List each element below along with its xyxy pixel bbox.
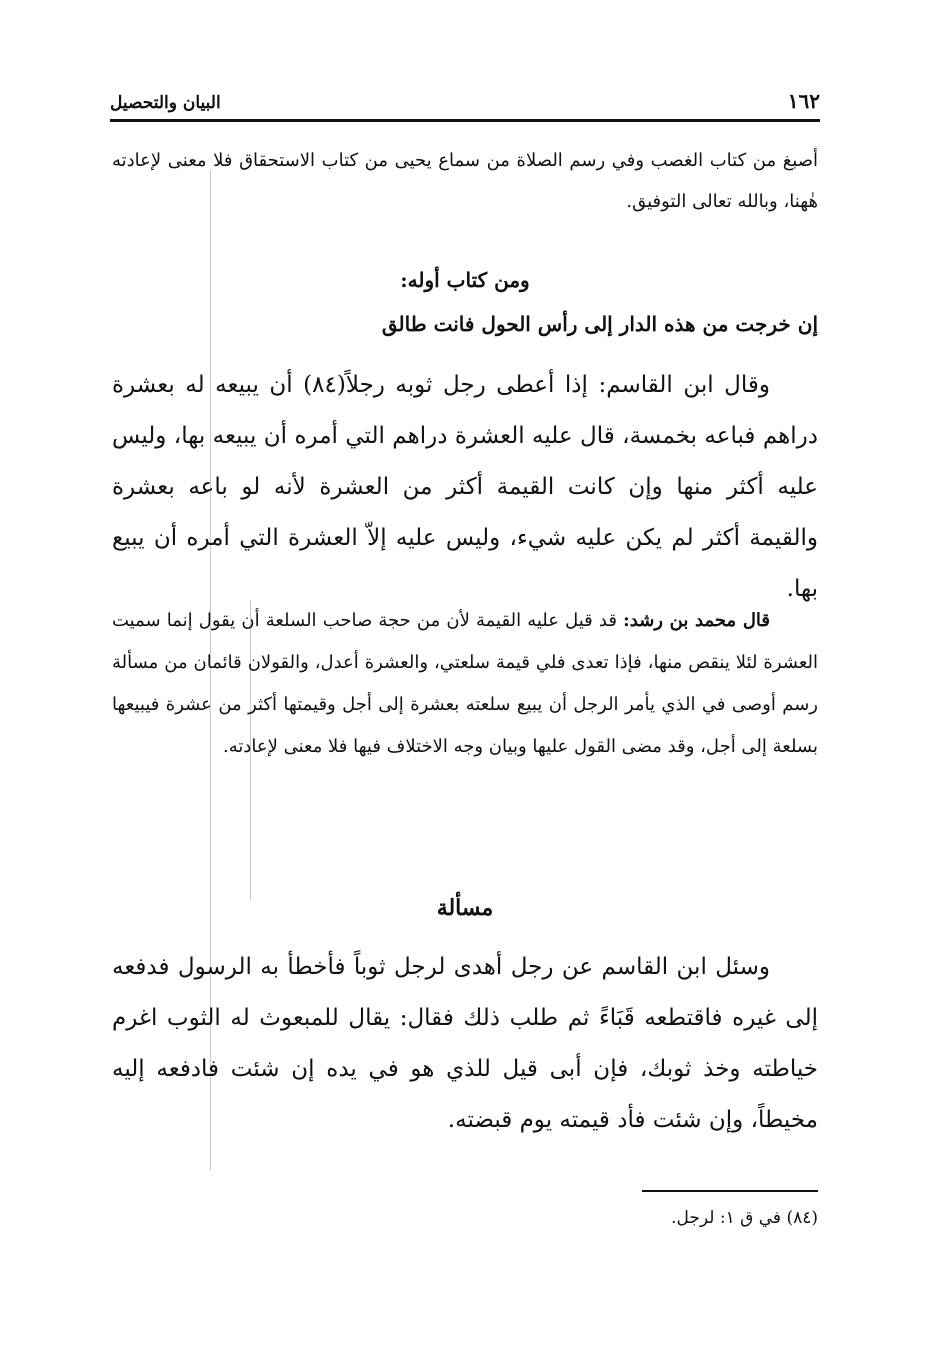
paragraph-ibn-rushd: [112, 600, 818, 768]
masala-title: مسألة: [436, 895, 494, 921]
running-header: [110, 82, 820, 122]
footnote-rule: [642, 1190, 818, 1192]
section-title: ومن كتاب أوله:: [400, 268, 530, 292]
section-subtitle: إن خرجت من هذه الدار إلى رأس الحول فانت طالق: [381, 312, 818, 336]
paragraph-ibn-al-qasim: [112, 360, 818, 615]
paragraph-text: وقال ابن القاسم: إذا أعطى رجل ثوبه رجلاً(٨٤) أن يبيعه له بعشرة دراهم فباعه بخمسة، قال عليه العشرة دراهم التي أمره أن يبيعه بها، وليس عليه أكثر منها وإن كانت القيمة أكثر من العشرة لأنه لو باعه بعشرة والقيمة أكثر لم يكن عليه شيء، وليس عليه إلاّ العشرة التي أمره أن يبيع بها.: [112, 372, 818, 602]
intro-paragraph: أصبغ من كتاب الغصب وفي رسم الصلاة من سماع يحيى من كتاب الاستحقاق فلا معنى لإعادته هٰهنا، وبالله تعالى التوفيق.: [112, 150, 818, 212]
running-title: البيان والتحصيل: [110, 93, 221, 113]
page-number: ١٦٢: [787, 89, 820, 113]
paragraph-masala: وسئل ابن القاسم عن رجل أهدى لرجل ثوباً فأخطأ به الرسول فدفعه إلى غيره فاقتطعه قَبَاءً ثم طلب ذلك فقال: يقال للمبعوث له الثوب اغرم خياطته وخذ ثوبك، فإن أبى قيل للذي هو في يده إن شئت فادفعه إليه مخيطاً، وإن شئت فأد قيمته يوم قبضته.: [112, 954, 818, 1133]
paragraph-lead: قال محمد بن رشد:: [623, 610, 770, 631]
paragraph-text: قد قيل عليه القيمة لأن من حجة صاحب السلعة أن يقول إنما سميت العشرة لئلا ينقص منها، فإذا تعدى فلي قيمة سلعتي، والعشرة أعدل، والقولان قائمان من مسألة رسم أوصى في الذي يأمر الرجل أن يبيع سلعته بعشرة إلى أجل وقيمتها أكثر من عشرة فيبيعها بسلعة إلى أجل، وقد مضى القول عليها وبيان وجه الاختلاف فيها فلا معنى لإعادته.: [112, 610, 818, 757]
footnote: (٨٤) في ق ١: لرجل.: [671, 1208, 818, 1228]
